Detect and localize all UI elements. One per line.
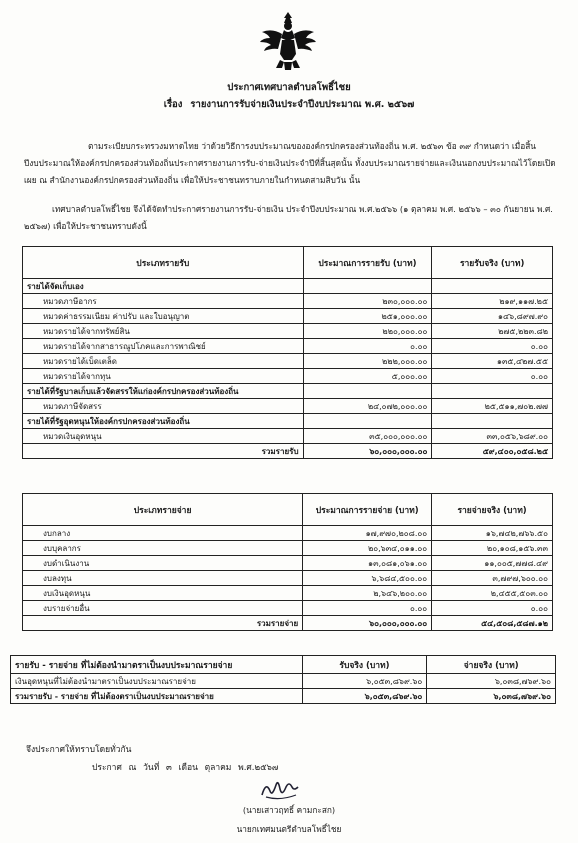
intro-paragraph: ตามระเบียบกระทรวงมหาดไทย ว่าด้วยวิธีการงบประมาณขององค์กรปกครองส่วนท้องถิ่น พ.ศ. ๒๕๖๓ ข้อ ๓๙ กำหนดว่า เมื่อสิ้นปีงบประมาณให้องค์กรปกครองส่วนท้องถิ่นประกาศรายงานการรับ-จ่ายเงินประจำปีที่สิ้นสุดนั้น ทั้งงบประมาณรายจ่ายและเงินนอกงบประมาณไว้โดยเปิดเผย ณ สำนักงานองค์กรปกครองส่วนท้องถิ่น เพื่อให้ประชาชนทราบภายในกำหนดสามสิบวัน นั้น xyxy=(24,141,556,185)
off-budget-item-paid: ๖,๐๓๘,๗๖๙.๖๐ xyxy=(427,674,556,689)
table-row xyxy=(23,586,553,601)
revenue-group-row xyxy=(23,279,553,294)
table-row xyxy=(23,526,553,541)
document-subject xyxy=(0,97,578,112)
revenue-item-estimate: ๒๕๑,๐๐๐.๐๐ xyxy=(303,309,432,324)
table-row xyxy=(23,571,553,586)
expense-total-row xyxy=(23,616,553,631)
expense-item-actual: ๓,๗๙๗,๖๐๐.๐๐ xyxy=(432,571,553,586)
revenue-item-actual: ๒๑๙,๑๑๗.๒๕ xyxy=(432,294,553,309)
expense-item-actual: ๒๐,๑๐๘,๑๕๖.๓๓ xyxy=(432,541,553,556)
revenue-total-estimate: ๖๐,๐๐๐,๐๐๐.๐๐ xyxy=(303,444,432,459)
off-budget-item-received: ๖,๐๕๓,๘๖๙.๖๐ xyxy=(302,674,427,689)
signatory-name: (นายเสาวฤทธิ์ คามกะสก) xyxy=(242,805,336,815)
signatory-position: นายกเทศมนตรีตำบลโพธิ์ไชย xyxy=(236,824,342,834)
revenue-item-estimate: ๒๓๐,๐๐๐.๐๐ xyxy=(303,294,432,309)
subject-label: เรื่อง xyxy=(163,99,183,110)
month-label: เดือน xyxy=(178,763,198,773)
announcement-date xyxy=(92,760,278,774)
expense-item-estimate: ๒,๖๔๖,๒๐๐.๐๐ xyxy=(303,586,432,601)
revenue-item-estimate: ๐.๐๐ xyxy=(303,339,432,354)
revenue-item-estimate: ๒๔,๐๗๒,๐๐๐.๐๐ xyxy=(303,399,432,414)
expense-item-name: งบรายจ่ายอื่น xyxy=(23,601,303,616)
revenue-item-actual: ๑๔๖,๘๙๗.๙๐ xyxy=(432,309,553,324)
revenue-item-actual: ๒๕,๕๑๑,๗๐๒.๗๗ xyxy=(432,399,553,414)
expense-item-actual: ๑๑,๐๐๕,๗๗๘.๔๙ xyxy=(432,556,553,571)
revenue-total-row xyxy=(23,444,553,459)
expense-item-name: งบกลาง xyxy=(23,526,303,541)
revenue-item-actual: ๐.๐๐ xyxy=(432,339,553,354)
expense-header-row xyxy=(23,494,553,526)
announced-year: พ.ศ.๒๕๖๗ xyxy=(238,763,279,773)
table-row xyxy=(23,369,553,384)
table-row xyxy=(23,429,553,444)
table-row xyxy=(23,354,553,369)
revenue-group-label: รายได้จัดเก็บเอง xyxy=(23,279,304,294)
revenue-group-label: รายได้ที่รัฐบาลเก็บแล้วจัดสรรให้แก่องค์กรปกครองส่วนท้องถิ่น xyxy=(23,384,304,399)
revenue-item-name: หมวดภาษีจัดสรร xyxy=(23,399,304,414)
revenue-item-name: หมวดค่าธรรมเนียม ค่าปรับ และใบอนุญาต xyxy=(23,309,304,324)
announced-day: ๓ xyxy=(166,763,172,773)
off-budget-paid-header: จ่ายจริง (บาท) xyxy=(427,656,556,674)
off-budget-received-header: รับจริง (บาท) xyxy=(302,656,427,674)
expense-item-estimate: ๐.๐๐ xyxy=(303,601,432,616)
expense-item-name: งบดำเนินงาน xyxy=(23,556,303,571)
revenue-item-name: หมวดรายได้จากสาธารณูปโภคและการพาณิชย์ xyxy=(23,339,304,354)
revenue-item-estimate: ๒๒๐,๐๐๐.๐๐ xyxy=(303,324,432,339)
expense-item-name: งบบุคลากร xyxy=(23,541,303,556)
revenue-total-label: รวมรายรับ xyxy=(23,444,304,459)
document-title: ประกาศเทศบาลตำบลโพธิ์ไชย xyxy=(227,82,351,93)
revenue-total-actual: ๕๙,๔๐๐,๐๕๘.๒๕ xyxy=(432,444,553,459)
revenue-item-actual: ๒๗๕,๒๒๓.๘๒ xyxy=(432,324,553,339)
announced-label: ประกาศ ณ วันที่ xyxy=(92,763,160,773)
off-budget-header-row xyxy=(11,656,556,674)
off-budget-total-received: ๖,๐๕๓,๘๖๙.๖๐ xyxy=(302,689,427,704)
revenue-item-estimate: ๕,๐๐๐.๐๐ xyxy=(303,369,432,384)
expense-estimate-header: ประมาณการรายจ่าย (บาท) xyxy=(303,494,432,526)
revenue-type-header: ประเภทรายรับ xyxy=(23,247,304,279)
expense-item-estimate: ๑๗,๙๗๐,๒๐๘.๐๐ xyxy=(303,526,432,541)
table-row xyxy=(23,294,553,309)
expense-total-estimate: ๖๐,๐๐๐,๐๐๐.๐๐ xyxy=(303,616,432,631)
revenue-group-label: รายได้ที่รัฐอุดหนุนให้องค์กรปกครองส่วนท้องถิ่น xyxy=(23,414,304,429)
expense-item-actual: ๐.๐๐ xyxy=(432,601,553,616)
revenue-item-estimate: ๓๕,๐๐๐,๐๐๐.๐๐ xyxy=(303,429,432,444)
table-row xyxy=(23,399,553,414)
revenue-table xyxy=(22,246,553,459)
off-budget-total-row xyxy=(11,689,556,704)
expense-item-estimate: ๒๐,๖๓๔,๐๑๑.๐๐ xyxy=(303,541,432,556)
table-row xyxy=(23,324,553,339)
off-budget-table xyxy=(10,655,556,704)
expense-type-header: ประเภทรายจ่าย xyxy=(23,494,303,526)
expense-table xyxy=(22,493,553,631)
announced-month: ตุลาคม xyxy=(204,763,232,773)
expense-item-actual: ๒,๔๕๕,๕๐๓.๐๐ xyxy=(432,586,553,601)
revenue-item-actual: ๑๓๕,๔๒๗.๕๕ xyxy=(432,354,553,369)
report-paragraph: เทศบาลตำบลโพธิ์ไชย จึงได้จัดทำประกาศรายงานการรับ-จ่ายเงิน ประจำปีงบประมาณ พ.ศ.๒๕๖๖ (๑ ตุลาคม พ.ศ. ๒๕๖๖ – ๓๐ กันยายน พ.ศ. ๒๕๖๗) เพื่อให้ประชาชนทราบดังนี้ xyxy=(24,204,553,231)
revenue-actual-header: รายรับจริง (บาท) xyxy=(432,247,553,279)
expense-total-actual: ๕๔,๕๐๘,๕๘๗.๑๒ xyxy=(432,616,553,631)
garuda-emblem-icon xyxy=(258,10,318,72)
table-row xyxy=(23,541,553,556)
revenue-estimate-header: ประมาณการรายรับ (บาท) xyxy=(303,247,432,279)
table-row xyxy=(23,309,553,324)
revenue-header-row xyxy=(23,247,553,279)
subject-text: รายงานการรับจ่ายเงินประจำปีงบประมาณ พ.ศ. ๒๕๖๗ xyxy=(190,99,415,110)
off-budget-item-name: เงินอุดหนุนที่ไม่ต้องนำมาตราเป็นงบประมาณรายจ่าย xyxy=(11,674,303,689)
revenue-item-name: หมวดรายได้จากทุน xyxy=(23,369,304,384)
expense-item-name: งบเงินอุดหนุน xyxy=(23,586,303,601)
closing-statement: จึงประกาศให้ทราบโดยทั่วกัน xyxy=(26,745,132,755)
revenue-group-row xyxy=(23,414,553,429)
revenue-item-actual: ๓๓,๐๕๖,๖๘๙.๐๐ xyxy=(432,429,553,444)
revenue-item-name: หมวดรายได้จากทรัพย์สิน xyxy=(23,324,304,339)
revenue-item-name: หมวดรายได้เบ็ดเตล็ด xyxy=(23,354,304,369)
expense-total-label: รวมรายจ่าย xyxy=(23,616,303,631)
off-budget-total-paid: ๖,๐๓๘,๗๖๙.๖๐ xyxy=(427,689,556,704)
revenue-item-actual: ๐.๐๐ xyxy=(432,369,553,384)
revenue-item-estimate: ๒๒๒,๐๐๐.๐๐ xyxy=(303,354,432,369)
expense-item-name: งบลงทุน xyxy=(23,571,303,586)
off-budget-type-header: รายรับ - รายจ่าย ที่ไม่ต้องนำมาตราเป็นงบประมาณรายจ่าย xyxy=(11,656,303,674)
revenue-group-row xyxy=(23,384,553,399)
table-row xyxy=(23,556,553,571)
handwritten-signature-icon xyxy=(256,777,304,803)
off-budget-total-label: รวมรายรับ - รายจ่าย ที่ไม่ต้องตราเป็นงบประมาณรายจ่าย xyxy=(11,689,303,704)
expense-actual-header: รายจ่ายจริง (บาท) xyxy=(432,494,553,526)
revenue-item-name: หมวดภาษีอากร xyxy=(23,294,304,309)
revenue-item-name: หมวดเงินอุดหนุน xyxy=(23,429,304,444)
expense-item-estimate: ๑๓,๐๘๑,๐๖๑.๐๐ xyxy=(303,556,432,571)
expense-item-actual: ๑๖,๗๔๒,๗๖๖.๕๐ xyxy=(432,526,553,541)
expense-item-estimate: ๖,๖๘๔,๕๐๐.๐๐ xyxy=(303,571,432,586)
table-row xyxy=(11,674,556,689)
table-row xyxy=(23,601,553,616)
table-row xyxy=(23,339,553,354)
